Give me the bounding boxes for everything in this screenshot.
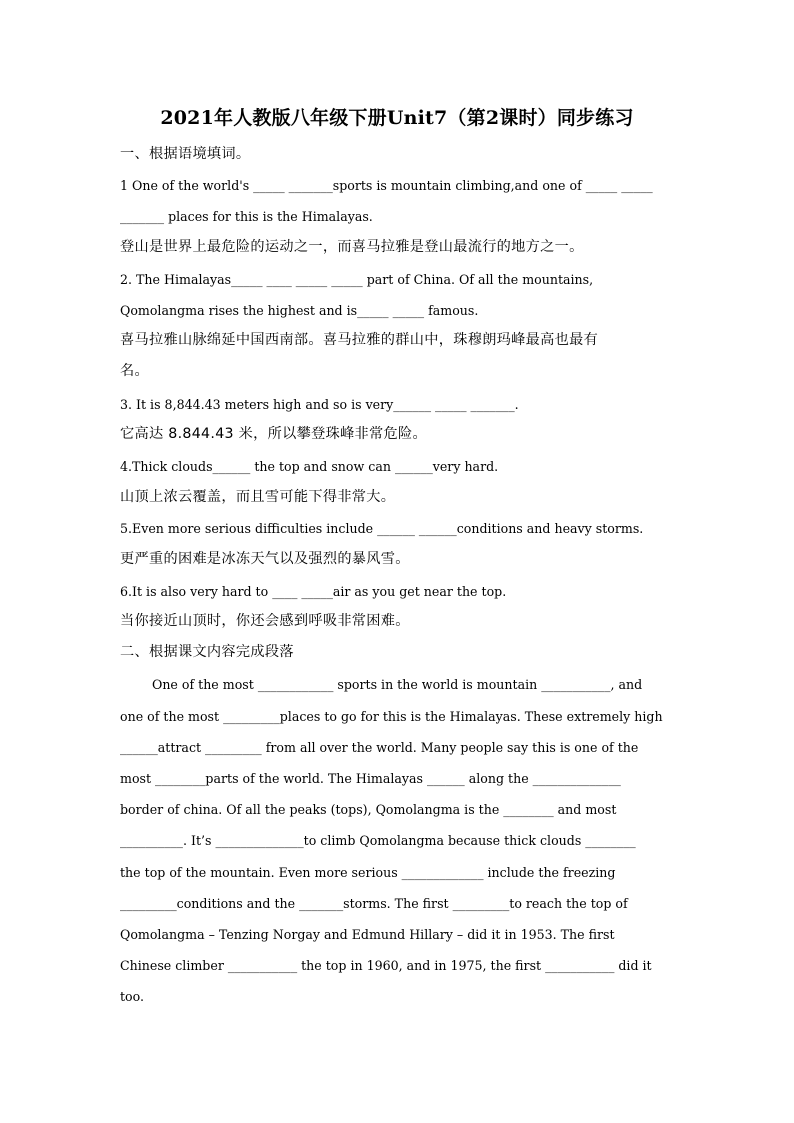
- question-2-line-2: Qomolangma rises the highest and is_____ _____ famous.: [120, 303, 479, 318]
- paragraph-line-5: border of china. Of all the peaks (tops), Qomolangma is the ________ and most: [120, 802, 617, 817]
- section-2-heading: 二、根据课文内容完成段落: [120, 644, 294, 660]
- question-3-translation: 它高达 8.844.43 米，所以攀登珠峰非常危险。: [120, 426, 427, 442]
- question-5-line: 5.Even more serious difficulties include ______ ______conditions and heavy storms.: [120, 521, 644, 536]
- paragraph-line-10: Chinese climber ___________ the top in 1960, and in 1975, the first ___________ did it: [120, 958, 652, 973]
- question-1-line-2: _______ places for this is the Himalayas.: [120, 209, 373, 224]
- paragraph-line-1: One of the most ____________ sports in the world is mountain ___________, and: [152, 677, 643, 692]
- question-5-translation: 更严重的困难是冰冻天气以及强烈的暴风雪。: [120, 551, 410, 567]
- paragraph-line-7: the top of the mountain. Even more serious _____________ include the freezing: [120, 865, 616, 880]
- question-2-translation-2: 名。: [120, 363, 149, 379]
- paragraph-line-4: most ________parts of the world. The Himalayas ______ along the ______________: [120, 771, 621, 786]
- question-3-line: 3. It is 8,844.43 meters high and so is very______ _____ _______.: [120, 397, 519, 412]
- paragraph-line-2: one of the most _________places to go for this is the Himalayas. These extremely high: [120, 709, 663, 724]
- question-2-line-1: 2. The Himalayas_____ ____ _____ _____ part of China. Of all the mountains,: [120, 272, 594, 287]
- question-1-line-1: 1 One of the world's _____ _______sports is mountain climbing,and one of _____ _____: [120, 178, 653, 193]
- paragraph-line-11: too.: [120, 989, 145, 1004]
- question-1-translation: 登山是世界上最危险的运动之一，而喜马拉雅是登山最流行的地方之一。: [120, 239, 584, 255]
- question-6-line: 6.It is also very hard to ____ _____air as you get near the top.: [120, 584, 507, 599]
- question-2-translation-1: 喜马拉雅山脉绵延中国西南部。喜马拉雅的群山中，珠穆朗玛峰最高也最有: [120, 332, 599, 348]
- paragraph-line-6: __________. It’s ______________to climb Qomolangma because thick clouds ________: [120, 833, 636, 848]
- section-1-heading: 一、根据语境填词。: [120, 146, 251, 162]
- paragraph-line-3: ______attract _________ from all over the world. Many people say this is one of the: [120, 740, 639, 755]
- question-4-line: 4.Thick clouds______ the top and snow can ______very hard.: [120, 459, 499, 474]
- page-title: 2021年人教版八年级下册Unit7（第2课时）同步练习: [160, 107, 634, 129]
- question-4-translation: 山顶上浓云覆盖，而且雪可能下得非常大。: [120, 489, 396, 505]
- question-6-translation: 当你接近山顶时，你还会感到呼吸非常困难。: [120, 613, 410, 629]
- paragraph-line-9: Qomolangma – Tenzing Norgay and Edmund Hillary – did it in 1953. The first: [120, 927, 615, 942]
- paragraph-line-8: _________conditions and the _______storms. The first _________to reach the top of: [120, 896, 628, 911]
